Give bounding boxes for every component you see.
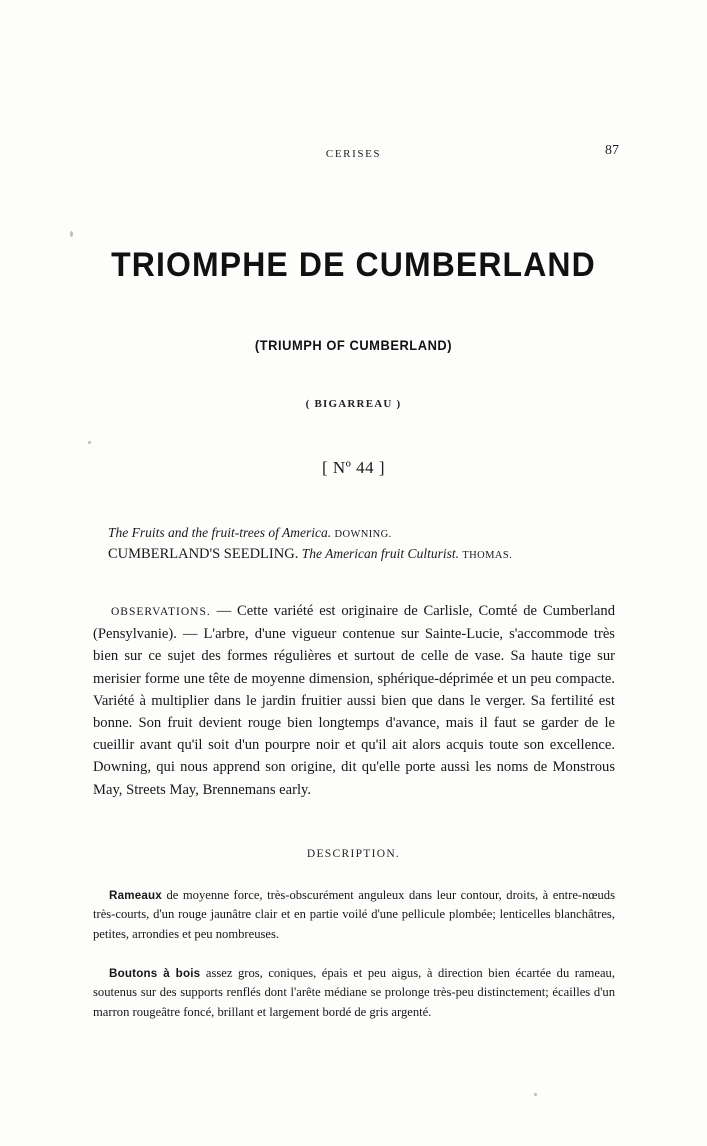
- running-head: [0, 144, 707, 162]
- page-title: TRIOMPHE DE CUMBERLAND: [111, 246, 596, 284]
- variety-category: ( BIGARREAU ): [305, 398, 402, 410]
- entry-text: de moyenne force, très-obscurément anguleux dans leur contour, droits, à entre-nœuds très-courts, d'un rouge jaunâtre clair et en partie voilé d'une pellicule plombée; lenticelles blanchâtres, petites, arrondies et peu nombreuses.: [93, 888, 615, 941]
- reference-title: The American fruit Culturist.: [301, 546, 459, 561]
- running-head-text: CERISES: [325, 148, 382, 160]
- entry-term: Rameaux: [109, 889, 162, 902]
- page-subtitle: (TRIUMPH OF CUMBERLAND): [254, 337, 453, 353]
- reference-title: The Fruits and the fruit-trees of America.: [108, 525, 332, 540]
- reference-list: [108, 523, 608, 565]
- observations-paragraph: [93, 600, 615, 801]
- observations-label: OBSERVATIONS.: [111, 606, 211, 618]
- entry-term: Boutons à bois: [109, 967, 201, 980]
- observations-text: — Cette variété est originaire de Carlisle, Comté de Cumberland (Pensylvanie). — L'arbre, d'une vigueur contenue sur Sainte-Lucie, s'accommode très bien sur ce sujet des formes régulières et surtout de celle de vase. Sa haute tige sur merisier forme une tête de moyenne dimension, sphérique-déprimée et un peu compacte. Variété à multiplier dans le jardin fruitier aussi bien que dans le verger. Sa fertilité est bonne. Son fruit devient rouge bien longtemps d'avance, mais il faut se garder de le cueillir avant qu'il soit d'un pourpre noir et qu'il ait alors acquis toute son excellence. Downing, qui nous apprend son origine, dit qu'elle porte aussi les noms de Monstrous May, Streets May, Brennemans early.: [93, 603, 615, 798]
- reference-author: THOMAS.: [462, 550, 513, 561]
- paper-speck: [534, 1093, 537, 1096]
- reference-synonym: CUMBERLAND'S SEEDLING.: [108, 546, 299, 562]
- page-number: 87: [605, 143, 619, 158]
- paper-speck: [70, 231, 73, 237]
- description-entry: [93, 886, 615, 944]
- entry-number: [ Nº 44 ]: [321, 458, 386, 477]
- entry-text: assez gros, coniques, épais et peu aigus, à direction bien écartée du rameau, soutenus sur des supports renflés dont l'arête médiane se prolonge très-peu distinctement; écailles d'un marron rougeâtre foncé, brillant et largement bordé de gris argenté.: [93, 966, 615, 1019]
- reference-author: DOWNING.: [334, 529, 392, 540]
- reference-line: [108, 544, 608, 565]
- description-entry: [93, 964, 615, 1022]
- description-heading: DESCRIPTION.: [306, 848, 401, 860]
- paper-speck: [88, 441, 91, 444]
- reference-line: [108, 523, 608, 544]
